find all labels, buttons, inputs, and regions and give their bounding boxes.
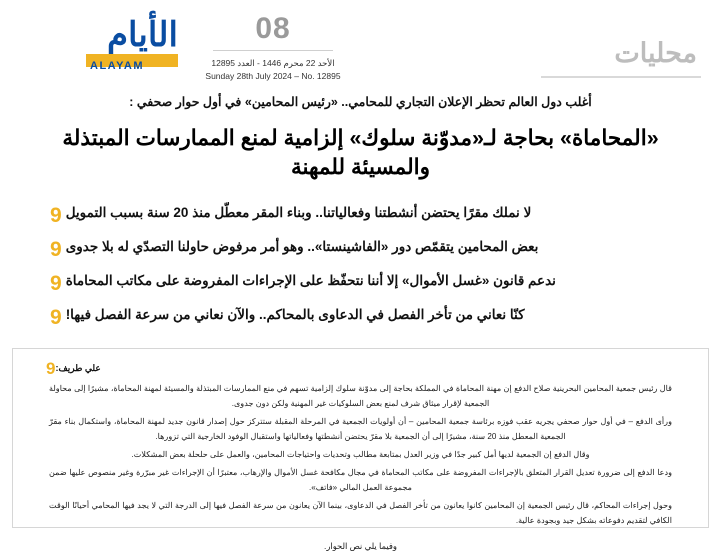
- bullet-text: ندعم قانون «غسل الأموال» إلا أننا نتحفّظ على الإجراءات المفروضة على مكاتب المحاماة: [65, 272, 556, 288]
- list-item: [40, 306, 681, 327]
- byline-row: [39, 359, 682, 376]
- article-body-box: [12, 348, 709, 551]
- list-item: [40, 272, 681, 293]
- quote-mark-icon: 9: [50, 305, 62, 329]
- issue-date-english: Sunday 28th July 2024 – No. 12895: [205, 71, 341, 82]
- body-paragraph: ودعا الدفع إلى ضرورة تعديل القرار المتعلق بالإجراءات المفروضة على مكاتب المحاماة في مجال مكافحة غسل الأموال والإرهاب، معتبرًا أن الإجراءات غير مبرّرة وغير منصوص عليها ضمن مجموعة العمل المالي «فاتف».: [49, 467, 672, 492]
- body-paragraph: قال رئيس جمعية المحامين البحرينية صلاح الدفع إن مهنة المحاماة في المملكة بحاجة إلى مدوّنة سلوك إلزامية تسهم في منع الممارسات المبتذلة والمسيئة لمهنة المحاماة، مشيرًا إلى محاولة الجمعية لإقرار ميثاق شرف لمنع بعض السلوكيات غير المهنية ولكن دون جدوى.: [49, 384, 672, 408]
- section-title: محليات: [614, 38, 697, 68]
- logo-latin-band: [86, 54, 178, 72]
- quote-mark-icon: 9: [50, 203, 62, 227]
- closing-line: وفيما يلي نص الحوار.: [324, 540, 397, 551]
- issue-date-arabic: الأحد 22 محرم 1446 - العدد 12895: [211, 58, 335, 68]
- byline: علي طريف:: [55, 363, 101, 373]
- bullet-text: لا نملك مقرًا يحتضن أنشطتنا وفعالياتنا.. وبناء المقر معطّل منذ 20 سنة بسبب التمويل: [65, 204, 532, 220]
- body-paragraph: وحول إجراءات المحاكم، قال رئيس الجمعية إن المحامين كانوا يعانون من تأخر الفصل في الدعاوى، بينما الآن يعانون من سرعة الفصل فيها إلى الدرجة التي لا يجد فيها المحامي أحيانًا الوقت الكافي لتقديم دفوعاته بشكل جيد وبجودة عالية.: [49, 500, 672, 525]
- bullet-text: بعض المحامين يتقمّص دور «الفاشينستا».. وهو أمر مرفوض حاولنا التصدّي له بلا جدوى: [65, 238, 539, 254]
- list-item: [40, 204, 681, 225]
- alayam-logo: [18, 10, 178, 72]
- page-number: 08: [255, 12, 291, 45]
- list-item: [40, 238, 681, 259]
- article-kicker: أغلب دول العالم تحظر الإعلان التجاري للمحامي.. «رئيس المحامين» في أول حوار صحفي :: [129, 95, 592, 109]
- page-title: «المحاماة» بحاجة لـ«مدوّنة سلوك» إلزامية لمنع الممارسات المبتذلة والمسيئة للمهنة: [62, 125, 659, 179]
- body-paragraph: وقال الدفع إن الجمعية لديها أمل كبير جدًا في وزير العدل بمتابعة مطالب وتحديات واحتياجات المحامين، والعمل على حلحلة بعض المشكلات.: [131, 449, 590, 459]
- masthead: [0, 0, 721, 88]
- quote-mark-icon: 9: [50, 271, 62, 295]
- issue-info: [188, 14, 358, 81]
- bullet-text: كنّا نعاني من تأخر الفصل في الدعاوى بالمحاكم.. والآن نعاني من سرعة الفصل فيها!: [65, 306, 525, 322]
- issue-divider: [213, 50, 333, 51]
- section-divider: [541, 76, 701, 78]
- quote-mark-icon: 9: [46, 359, 56, 378]
- logo-latin-text: ALAYAM: [90, 60, 145, 72]
- logo-arabic-text: الأيام: [106, 16, 178, 54]
- body-paragraph: ورأى الدفع – في أول حوار صحفي يجريه عقب فوزه برئاسة جمعية المحامين – أن أولويات الجمعية في المرحلة المقبلة ستتركز حول إصدار قانون جديد لمهنة المحاماة، واستكمال بناء مقرّ الجمعية المعطل منذ 20 سنة، مشيرًا إلى أن الجمعية بلا مقرّ يحتضن أنشطتها وفعالياتها واستقبال الوفود الخارجية التي تزورها.: [49, 416, 672, 441]
- quote-mark-icon: 9: [50, 237, 62, 261]
- bullet-list: [0, 204, 721, 327]
